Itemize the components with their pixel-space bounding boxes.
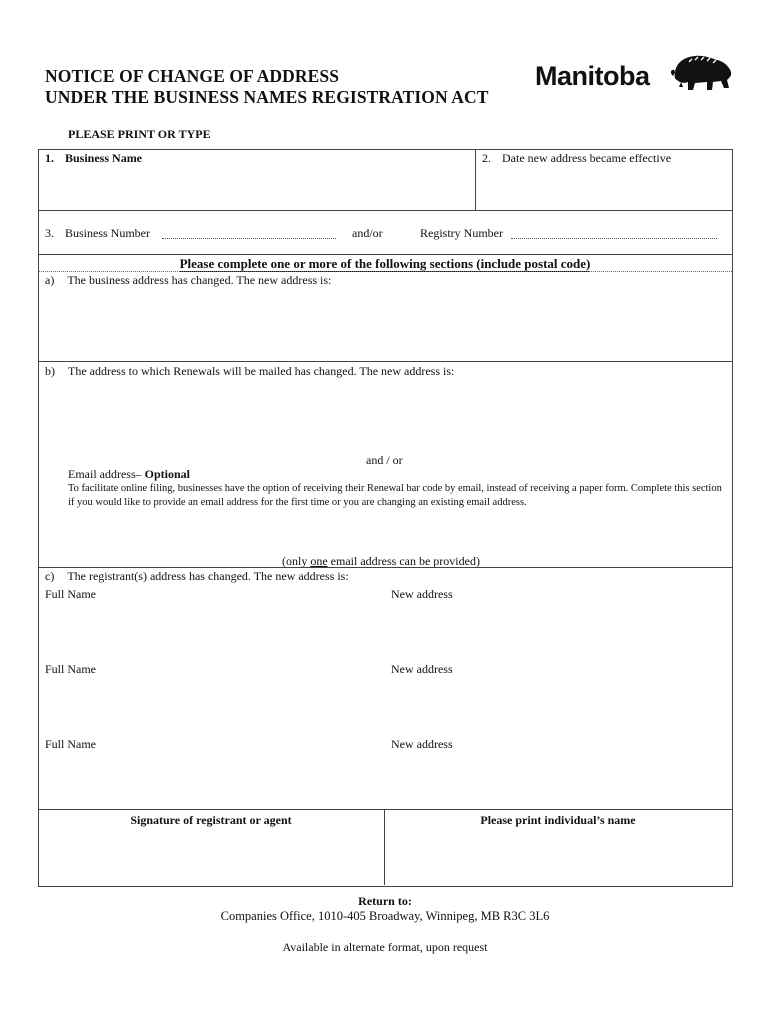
email-optional-text: Optional xyxy=(144,467,191,481)
new-address-field-2[interactable] xyxy=(391,679,721,731)
business-name-field[interactable] xyxy=(46,168,466,206)
print-name-field[interactable] xyxy=(392,830,722,880)
section-c-text: The registrant(s) address has changed. The new address is: xyxy=(67,569,349,583)
only-one-post: email address can be provided) xyxy=(327,554,480,568)
return-address: Companies Office, 1010-405 Broadway, Winnipeg, MB R3C 3L6 xyxy=(220,909,550,923)
only-one-underlined: one xyxy=(310,554,328,568)
signature-field[interactable] xyxy=(46,830,376,880)
email-note: To facilitate online filing, businesses have the option of receiving their Renewal bar code by email, instead of receiving a paper form. Complete this section if you would like to provide an email address for the first time or you are changing an existing email address. xyxy=(68,483,722,508)
date-effective-label xyxy=(482,151,671,166)
full-name-label-1: Full Name xyxy=(45,587,96,601)
and-or-text: and/or xyxy=(352,226,383,240)
form-title-line1: NOTICE OF CHANGE OF ADDRESS xyxy=(45,66,340,86)
business-name-label xyxy=(45,151,142,166)
section-b-label xyxy=(45,364,454,379)
section-a-text: The business address has changed. The new address is: xyxy=(67,273,332,287)
registry-number-label: Registry Number xyxy=(420,226,503,240)
section-b-text: The address to which Renewals will be mailed has changed. The new address is: xyxy=(68,364,455,378)
email-address-field[interactable] xyxy=(68,512,722,550)
section-a-address-field[interactable] xyxy=(46,290,722,358)
full-name-field-3[interactable] xyxy=(46,754,376,806)
new-address-label-3: New address xyxy=(391,737,453,751)
logo-text: Manitoba xyxy=(535,61,650,91)
row1-divider xyxy=(475,149,476,210)
row1-bottom-border xyxy=(38,210,732,211)
sections-heading-text: Please complete one or more of the following sections (include postal code) xyxy=(179,256,591,271)
manitoba-logo xyxy=(535,52,735,100)
registry-number-field[interactable] xyxy=(511,225,717,239)
section-c-label xyxy=(45,569,349,584)
field3-number: 3. xyxy=(45,226,54,240)
return-to-label: Return to: xyxy=(358,894,412,908)
section-c-bottom-border xyxy=(38,809,732,810)
field1-label: Business Name xyxy=(65,151,143,165)
new-address-field-3[interactable] xyxy=(391,754,721,806)
section-b-address-field[interactable] xyxy=(46,381,722,445)
full-name-field-2[interactable] xyxy=(46,679,376,731)
business-number-label: Business Number xyxy=(65,226,150,240)
full-name-field-1[interactable] xyxy=(46,604,376,656)
email-label-text: Email address– xyxy=(68,467,145,481)
section-b-letter: b) xyxy=(45,364,55,378)
row3-bottom-border xyxy=(38,254,732,255)
email-address-label xyxy=(68,467,190,482)
field1-number: 1. xyxy=(45,151,54,165)
field3-label-group xyxy=(45,226,150,241)
new-address-field-1[interactable] xyxy=(391,604,721,656)
date-effective-field[interactable] xyxy=(482,168,722,206)
section-b-and-or: and / or xyxy=(366,453,403,467)
form-title-line2: UNDER THE BUSINESS NAMES REGISTRATION ACT xyxy=(45,87,489,107)
form-title xyxy=(45,66,489,108)
business-number-field[interactable] xyxy=(162,225,336,239)
field2-number: 2. xyxy=(482,151,491,165)
signature-label: Signature of registrant or agent xyxy=(130,813,292,827)
section-a-label xyxy=(45,273,331,288)
full-name-label-3: Full Name xyxy=(45,737,96,751)
heading-dotted-rule xyxy=(38,271,732,272)
print-or-type-instruction: PLEASE PRINT OR TYPE xyxy=(68,127,211,141)
section-c-letter: c) xyxy=(45,569,55,583)
only-one-pre: (only xyxy=(282,554,311,568)
full-name-label-2: Full Name xyxy=(45,662,96,676)
section-b-bottom-border xyxy=(38,567,732,568)
new-address-label-2: New address xyxy=(391,662,453,676)
new-address-label-1: New address xyxy=(391,587,453,601)
print-name-label: Please print individual’s name xyxy=(480,813,636,827)
sections-heading xyxy=(38,256,732,272)
field2-label: Date new address became effective xyxy=(502,151,672,165)
section-a-bottom-border xyxy=(38,361,732,362)
alternate-format-note: Available in alternate format, upon request xyxy=(282,940,488,954)
section-a-letter: a) xyxy=(45,273,55,287)
bison-icon xyxy=(669,52,735,96)
